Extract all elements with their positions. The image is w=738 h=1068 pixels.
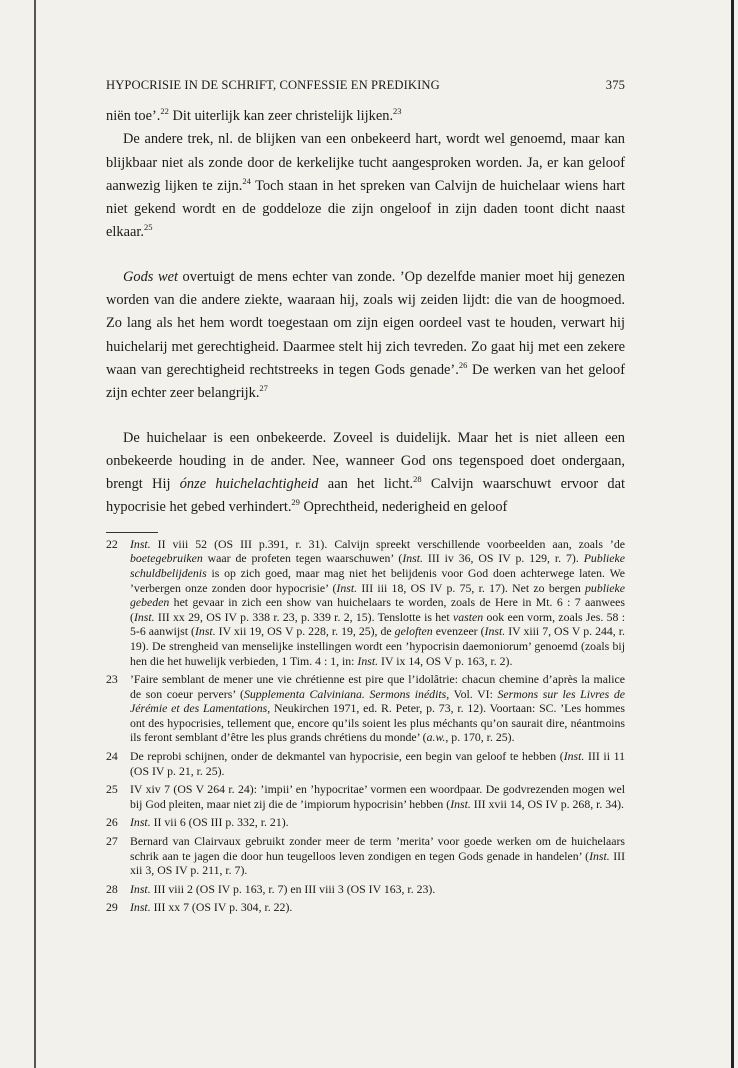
footnote-text — [130, 782, 625, 811]
footnote-text — [130, 815, 625, 830]
text-run: IV ix 14, OS V p. 163, r. 2). — [378, 653, 513, 668]
footnote-text — [130, 749, 625, 778]
italic-text: Inst. — [130, 900, 151, 915]
text-run: waar de profeten tegen waarschuwen’ ( — [202, 551, 403, 566]
book-page — [106, 78, 625, 919]
text-run: ’Faire semblant de mener une vie chrétienne est pire que l’idolâtrie: chacun chemine d’après la malice de son coeur pervers’ ( — [130, 672, 625, 701]
footnote-number: 23 — [106, 672, 118, 687]
italic-text: geloften — [394, 624, 433, 639]
italic-text: Inst. — [484, 624, 506, 639]
footnote-number: 26 — [106, 815, 118, 830]
italic-text: Inst. — [402, 551, 423, 566]
text-run: III ii 11 (OS IV p. 21, r. 25). — [130, 749, 625, 778]
text-run: Toch staan in het spreken van Calvijn de huichelaar wiens hart niet gekend wordt en de goddeloze die zijn ongeloof in zijn daden toont dicht naast elkaar. — [106, 177, 625, 241]
text-run: De andere trek, nl. de blijken van een onbekeerd hart, wordt wel genoemd, maar kan blijkbaar niet als zonde door de kerkelijke tucht aangesproken worden. Ja, er kan geloof aanwezig lijken te zijn. — [106, 131, 625, 194]
footnote-text — [130, 672, 625, 745]
footnote — [106, 882, 625, 897]
footnote-ref: 23 — [393, 106, 402, 116]
body-text — [106, 105, 625, 520]
footnote-number: 25 — [106, 782, 118, 797]
text-run: Bernard van Clairvaux gebruikt zonder meer de term ’merita’ voor goede werken om de huichelaars schrik aan te jagen die door hun teugelloos leven zondigen en tegen Gods genade in handelen’ ( — [130, 834, 625, 863]
footnote — [106, 537, 625, 668]
footnote — [106, 749, 625, 778]
italic-text: Gods wet — [123, 268, 178, 285]
text-run: overtuigt de mens echter van zonde. ’Op dezelfde manier moet hij genezen worden van die andere ziekte, waaraan hij, zoals wij zeiden lijdt: die van de hoogmoed. Zo lang als het hem wordt toegestaan om zijn eigen oordeel vast te houden, verwart hij huichelarij met gerechtigheid. Daarmee stelt hij zich tevreden. Zo gaat hij met een zekere waan van gerechtigheid rechtstreeks in tegen Gods genade’. — [106, 268, 626, 378]
running-title: HYPOCRISIE IN DE SCHRIFT, CONFESSIE EN PREDIKING — [106, 78, 440, 92]
text-run: niën toe’. — [106, 108, 161, 124]
footnote — [106, 815, 625, 830]
footnote-ref: 25 — [143, 222, 153, 233]
paragraph — [106, 266, 625, 406]
text-run: het gevaar in zich een show van huichelaars te worden, zoals de Here in Mt. 6 : 7 aanwees ( — [130, 595, 625, 624]
footnote-text — [130, 537, 625, 668]
footnote-ref: 24 — [242, 175, 251, 186]
page-number: 375 — [605, 78, 625, 92]
text-run: II viii 52 (OS III p.391, r. 31). Calvijn spreekt verschillende voorbeelden aan, zoals ’de — [150, 536, 625, 551]
italic-text: Inst. — [130, 881, 151, 896]
paragraph — [106, 105, 625, 128]
italic-text: Publieke schuldbelijdenis — [130, 551, 625, 580]
text-run: II vii 6 (OS III p. 332, r. 21). — [150, 815, 289, 830]
paragraph — [106, 128, 625, 244]
italic-text: Inst. — [195, 624, 216, 639]
paragraph — [106, 427, 625, 520]
text-run: Vol. VI: — [449, 686, 498, 701]
italic-text: Inst. — [133, 609, 155, 624]
text-run: Calvijn waarschuwt ervoor dat hypocrisie het gebed verhindert. — [106, 476, 625, 516]
italic-text: Inst. — [130, 536, 151, 551]
footnote-number: 27 — [106, 834, 118, 849]
footnote-text — [130, 882, 625, 897]
italic-text: Inst. — [336, 580, 358, 595]
page-edge-left — [34, 0, 36, 1068]
text-run: , p. 170, r. 25). — [445, 730, 515, 745]
italic-text: a.w. — [426, 730, 446, 745]
text-run: IV xiv 7 (OS V 264 r. 24): ’impii’ en ’hypocritae’ vormen een woordpaar. De godvrezenden mogen wel bij God pleiten, maar niet zij die de ’impiorum hypocrisin’ hebben ( — [130, 782, 625, 811]
footnote — [106, 782, 625, 811]
footnote-ref: 28 — [413, 474, 422, 485]
italic-text: publieke gebeden — [130, 580, 625, 610]
text-run: III xvii 14, OS IV p. 268, r. 34). — [470, 796, 624, 811]
footnote-ref: 29 — [291, 497, 300, 508]
text-run: III iii 18, OS IV p. 75, r. 17). Net zo bergen — [357, 580, 586, 595]
footnote-separator — [106, 532, 158, 533]
text-run: Dit uiterlijk kan zeer christelijk lijken. — [168, 108, 394, 124]
text-run: Oprechtheid, nederigheid en geloof — [299, 499, 508, 516]
footnote — [106, 900, 625, 915]
text-run: IV xiii 7, OS V p. 244, r. 19). De strengheid van menselijke instellingen wordt een ’hypocrisin daemoniorum’ genoemd (zoals bij hen die het huwelijk verbieden, 1 Tim. 4 : 1, in: — [130, 624, 625, 668]
italic-text: Supplementa Calviniana. Sermons inédits, — [243, 686, 450, 701]
footnote-number: 24 — [106, 749, 118, 764]
italic-text: vasten — [453, 609, 484, 624]
footnote-ref: 26 — [458, 359, 468, 370]
text-run: De huichelaar is een onbekeerde. Zoveel is duidelijk. Maar het is niet alleen een onbekeerde houding in de ander. Nee, wanneer God ons tegenspoed doet ondergaan, brengt Hij — [106, 429, 625, 493]
footnote — [106, 834, 625, 878]
text-run: IV xii 19, OS V p. 228, r. 19, 25), de — [215, 624, 395, 639]
footnote-ref: 22 — [160, 106, 169, 116]
text-run: III xii 3, OS IV p. 211, r. 7). — [130, 848, 625, 878]
footnote-ref: 27 — [259, 383, 268, 394]
italic-text: Inst. — [563, 749, 585, 764]
footnote-number: 28 — [106, 881, 118, 896]
italic-text: boetegebruiken — [130, 551, 203, 566]
italic-text: Inst. — [357, 653, 379, 668]
text-run: De werken van het geloof zijn echter zeer belangrijk. — [106, 361, 625, 402]
text-run: III viii 2 (OS IV p. 163, r. 7) en III viii 3 (OS IV 163, r. 23). — [150, 881, 436, 896]
running-header — [106, 78, 625, 93]
footnotes — [106, 537, 625, 915]
text-run: III iv 36, OS IV p. 129, r. 7). — [422, 551, 584, 566]
text-run: ook een vorm, zoals Jes. 58 : 5-6 aanwijst ( — [130, 609, 625, 639]
text-run: De reprobi schijnen, onder de dekmantel van hypocrisie, een begin van geloof te hebben ( — [130, 749, 564, 764]
italic-text: Inst. — [589, 848, 610, 863]
italic-text: Inst. — [450, 796, 471, 811]
text-run: evenzeer ( — [432, 624, 485, 639]
italic-text: Inst. — [130, 815, 151, 830]
italic-text: ónze huichelachtigheid — [179, 476, 319, 493]
page-edge-right — [731, 0, 734, 1068]
text-run: III xx 29, OS IV p. 338 r. 23, p. 339 r. 2, 15). Tenslotte is het — [154, 609, 453, 624]
footnote-text — [130, 834, 625, 878]
footnote-number: 29 — [106, 900, 118, 915]
text-run: aan het licht. — [318, 476, 414, 493]
footnote-text — [130, 900, 625, 915]
footnote — [106, 672, 625, 745]
italic-text: Sermons sur les Livres de Jérémie et des Lamentations, — [130, 686, 625, 716]
text-run: is op zich goed, maar mag niet het belijdenis voor God doen achterwege laten. We ’verbergen onze zonden door hypocrisie’ ( — [130, 565, 625, 595]
footnote-number: 22 — [106, 536, 118, 551]
text-run: III xx 7 (OS IV p. 304, r. 22). — [150, 900, 293, 915]
text-run: Neukirchen 1971, ed. R. Peter, p. 73, r. 12). Voortaan: SC. ’Les hommes ont des hypocrisies, tellement que, encore qu’ils soient les plus méchants qu’on saurait dire, néantmoins ils feront semblant d’être les plus grands chrétiens du monde’ ( — [130, 701, 625, 745]
